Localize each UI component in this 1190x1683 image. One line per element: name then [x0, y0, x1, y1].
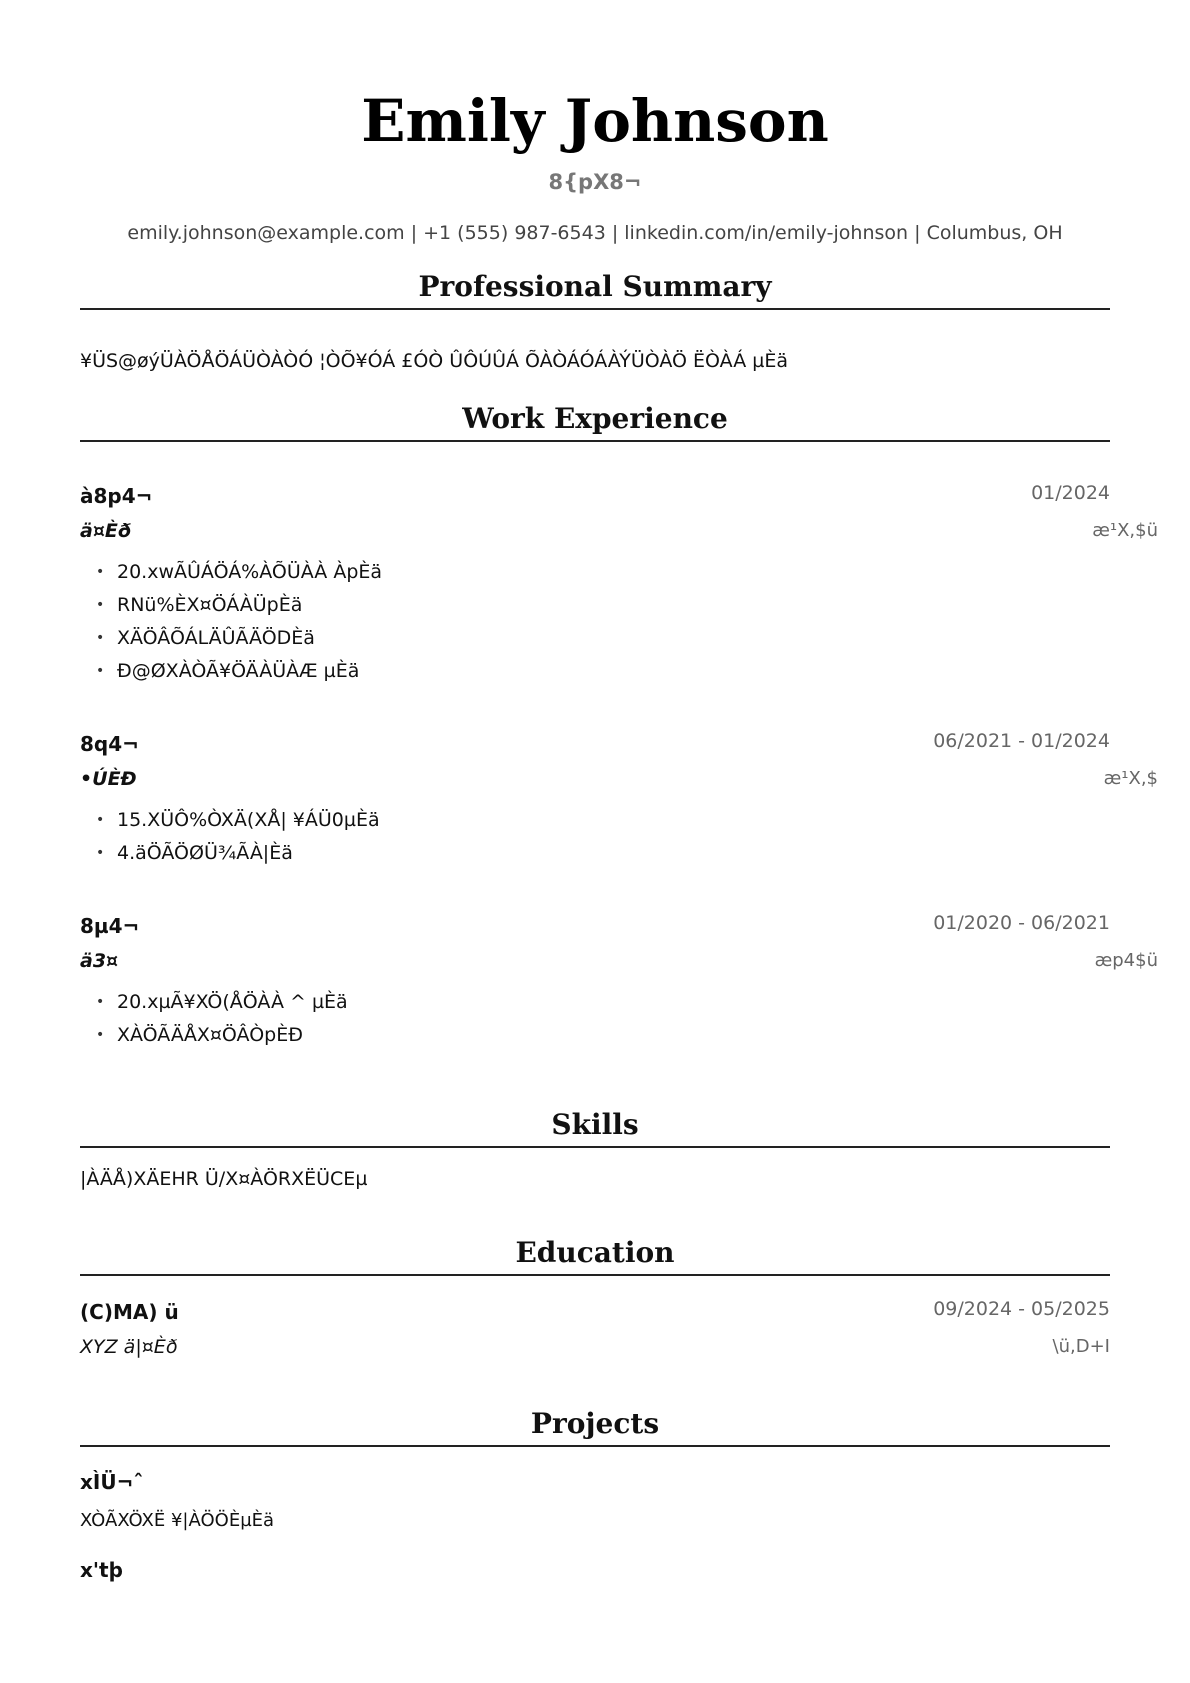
section-title-education: Education: [80, 1234, 1110, 1276]
job-bullet: • XÄÖÂÕÁLÄÛÃÄÖDÈä: [96, 622, 382, 655]
job-company: ä¤Èð: [80, 520, 131, 542]
section-title-skills: Skills: [80, 1106, 1110, 1148]
project-description: XÒÃXÖXË ¥|ÀÖÖÈµÈä: [80, 1510, 275, 1531]
summary-text: ¥ÜS@øýÜÀÖÅÖÁÜÒÀÒÓ ¦ÒÕ¥ÓÁ £ÓÒ ÛÔÚÛÁ ÕÀÒÁÓÁÀÝÜÒÀÖ ËÒÀÁ µÈä: [80, 350, 788, 372]
education-degree: (C)MA) ü: [80, 1300, 179, 1324]
job-location: æp4$ü: [1094, 950, 1158, 971]
job-date: 01/2024: [1031, 482, 1110, 504]
job-location: æ¹X,$: [1103, 768, 1158, 789]
education-location: \ü,D+I: [1052, 1336, 1110, 1357]
job-company: •ÚÈÐ: [80, 768, 137, 790]
job-bullet: • 15.XÜÔ%ÒXÄ(XÅ| ¥ÁÜ0µÈä: [96, 804, 380, 837]
project-title: x'tþ: [80, 1558, 123, 1582]
job-bullets: [96, 804, 380, 870]
job-title: 8q4¬: [80, 732, 139, 756]
job-bullet: • Ð@ØXÀÒÃ¥ÖÄÀÜÀÆ µÈä: [96, 655, 382, 688]
section-title-projects: Projects: [80, 1405, 1110, 1447]
job-bullet: • XÀÖÃÄÅX¤ÖÂÒpÈÐ: [96, 1019, 348, 1052]
section-title-summary: Professional Summary: [80, 268, 1110, 310]
candidate-name: Emily Johnson: [361, 87, 829, 155]
job-bullet: • 20.xwÃÛÁÖÁ%ÀÕÜÀÀ ÀpÈä: [96, 556, 382, 589]
candidate-subtitle: 8{pX8¬: [548, 170, 642, 194]
job-title: 8µ4¬: [80, 914, 140, 938]
education-date: 09/2024 - 05/2025: [933, 1298, 1110, 1320]
job-title: à8p4¬: [80, 484, 153, 508]
job-location: æ¹X,$ü: [1092, 520, 1158, 541]
job-bullet: • RNü%ÈX¤ÖÁÀÜpÈä: [96, 589, 382, 622]
job-bullets: [96, 986, 348, 1052]
section-title-experience: Work Experience: [80, 400, 1110, 442]
job-bullets: [96, 556, 382, 688]
contact-line: emily.johnson@example.com | +1 (555) 987-6543 | linkedin.com/in/emily-johnson | Columbus, OH: [127, 222, 1063, 244]
skills-text: |ÀÄÅ)XÄEHR Ü/X¤ÀÖRXËÜCEµ: [80, 1168, 368, 1190]
education-school: XYZ ä|¤Èð: [80, 1336, 178, 1358]
job-bullet: • 20.xµÃ¥XÖ(ÅÖÀÀ ^ µÈä: [96, 986, 348, 1019]
job-date: 01/2020 - 06/2021: [933, 912, 1110, 934]
job-company: ä3¤: [80, 950, 119, 972]
job-date: 06/2021 - 01/2024: [933, 730, 1110, 752]
project-title: xÌÜ¬ˆ: [80, 1470, 144, 1494]
job-bullet: • 4.äÖÃÖØÜ¾ÃÀ|Èä: [96, 837, 380, 870]
